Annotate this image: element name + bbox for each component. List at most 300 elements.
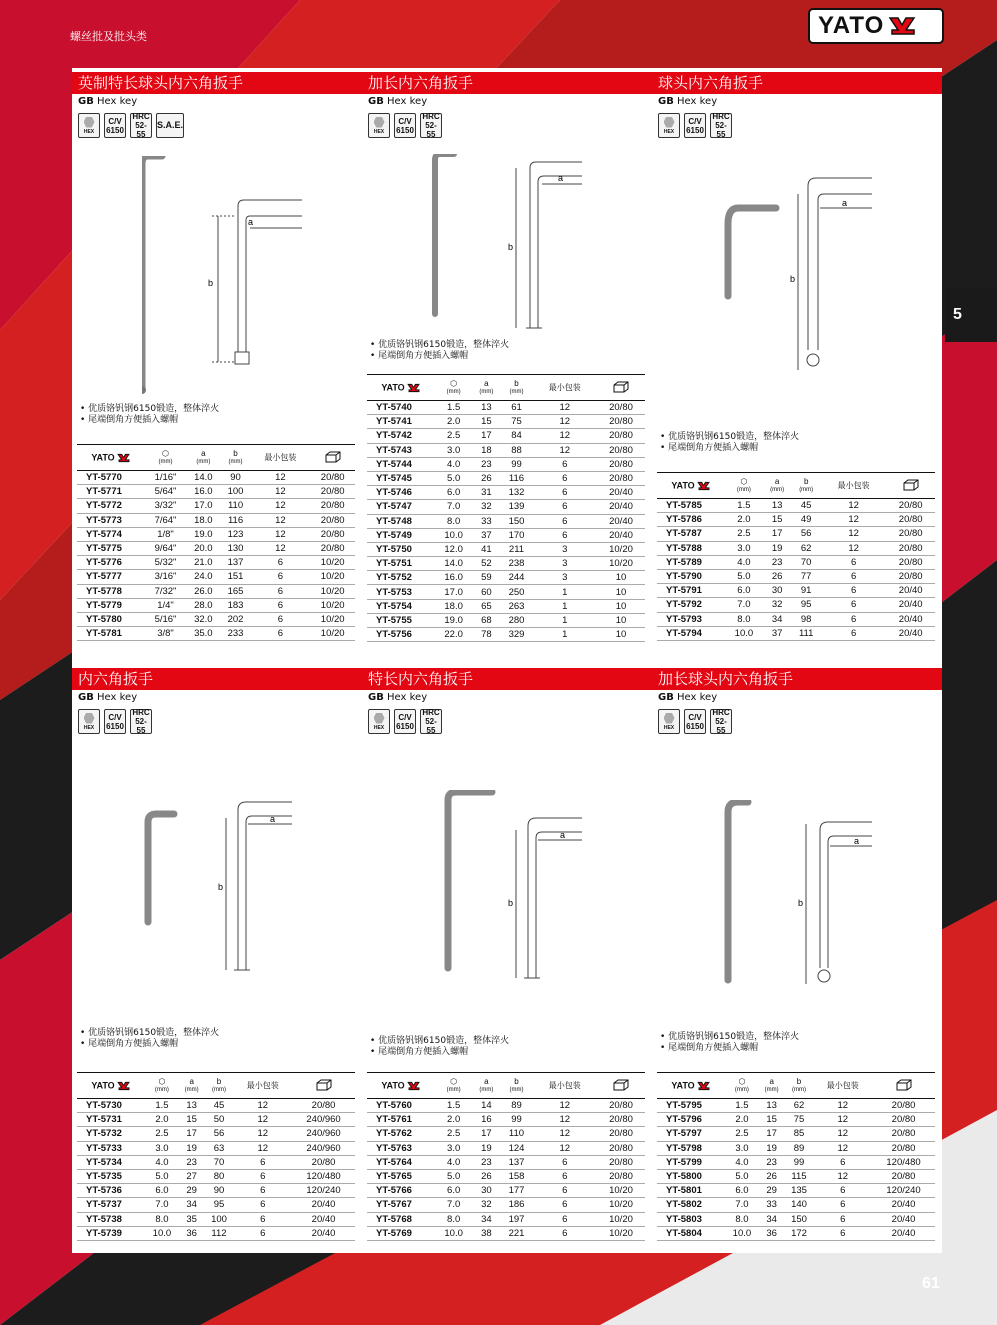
dim-a-header bbox=[179, 1073, 205, 1099]
header-unit: (mm) bbox=[509, 388, 524, 395]
table-row bbox=[367, 571, 645, 585]
min-pack: 6 bbox=[250, 584, 310, 598]
table-row bbox=[657, 1198, 935, 1212]
dim-b-label: b bbox=[218, 882, 224, 892]
dim-b: 110 bbox=[221, 499, 251, 513]
item-code: YT-5798 bbox=[657, 1141, 725, 1155]
box-pack: 20/80 bbox=[872, 1141, 935, 1155]
dim-a: 34 bbox=[179, 1198, 205, 1212]
table-row bbox=[367, 457, 645, 471]
dim-b: 329 bbox=[501, 628, 533, 642]
box-pack: 240/960 bbox=[292, 1127, 355, 1141]
min-pack: 1 bbox=[532, 613, 597, 627]
item-code: YT-5756 bbox=[367, 628, 435, 642]
box-pack: 10 bbox=[597, 571, 645, 585]
min-pack: 12 bbox=[532, 443, 597, 457]
panel-title: 英制特长球头内六角扳手 bbox=[72, 72, 362, 94]
dim-a-label: a bbox=[842, 198, 848, 208]
dim-a: 16.0 bbox=[186, 485, 221, 499]
dim-a: 19 bbox=[763, 541, 792, 555]
hex-size: 8.0 bbox=[145, 1212, 179, 1226]
hex-size: 6.0 bbox=[725, 584, 763, 598]
min-pack: 12 bbox=[532, 1127, 597, 1141]
min-pack: 6 bbox=[821, 584, 886, 598]
box-pack: 10 bbox=[597, 613, 645, 627]
page-number: 61 bbox=[922, 1275, 940, 1292]
item-code: YT-5755 bbox=[367, 613, 435, 627]
min-pack: 6 bbox=[532, 1198, 597, 1212]
table-row bbox=[367, 514, 645, 528]
table-row bbox=[657, 1113, 935, 1127]
box-icon bbox=[903, 479, 919, 491]
box-pack: 240/960 bbox=[292, 1113, 355, 1127]
dim-a: 52 bbox=[472, 557, 500, 571]
dim-a: 14 bbox=[472, 1099, 500, 1113]
panel-long-hex bbox=[362, 68, 652, 656]
brand-mark-icon bbox=[697, 1081, 711, 1091]
dim-a: 37 bbox=[763, 626, 792, 640]
dim-a: 33 bbox=[472, 514, 500, 528]
logo-mark-icon bbox=[888, 15, 918, 37]
table-row bbox=[367, 613, 645, 627]
brand-mark-icon bbox=[117, 1081, 131, 1091]
dim-b: 90 bbox=[204, 1184, 233, 1198]
dim-a: 18.0 bbox=[186, 513, 221, 527]
min-pack: 6 bbox=[234, 1155, 293, 1169]
cv-badge: C/V 6150 bbox=[394, 113, 416, 138]
dim-a: 19 bbox=[759, 1141, 785, 1155]
table-row bbox=[77, 556, 355, 570]
header-label: b bbox=[514, 378, 519, 388]
min-pack-header: 最小包装 bbox=[814, 1073, 873, 1099]
item-code: YT-5760 bbox=[367, 1099, 435, 1113]
dim-a: 15 bbox=[179, 1113, 205, 1127]
dim-b: 233 bbox=[221, 627, 251, 641]
hex-size: 9/64" bbox=[145, 541, 186, 555]
min-pack: 1 bbox=[532, 599, 597, 613]
table-row bbox=[77, 1127, 355, 1141]
hrc-badge: HRC 52-55 bbox=[710, 709, 732, 734]
brand-text: YATO bbox=[381, 1079, 405, 1090]
table-row bbox=[657, 541, 935, 555]
dim-a: 32 bbox=[472, 1198, 500, 1212]
spec-badges bbox=[658, 709, 942, 734]
box-pack: 20/40 bbox=[597, 486, 645, 500]
hrc-badge: HRC 52-55 bbox=[710, 113, 732, 138]
box-pack: 10/20 bbox=[597, 1226, 645, 1240]
item-code: YT-5778 bbox=[77, 584, 145, 598]
dim-b: 62 bbox=[784, 1099, 813, 1113]
item-code: YT-5792 bbox=[657, 598, 725, 612]
dim-a: 65 bbox=[472, 599, 500, 613]
hex-size: 2.5 bbox=[725, 527, 763, 541]
box-pack: 20/80 bbox=[597, 1127, 645, 1141]
hrc-badge: HRC 52-55 bbox=[420, 113, 442, 138]
item-code: YT-5770 bbox=[77, 471, 145, 485]
min-pack: 6 bbox=[234, 1184, 293, 1198]
header-unit: (mm) bbox=[764, 1086, 779, 1093]
dim-a: 13 bbox=[179, 1099, 205, 1113]
box-pack: 20/80 bbox=[597, 1141, 645, 1155]
hex-icon bbox=[374, 117, 385, 128]
header-unit: (mm) bbox=[446, 1086, 461, 1093]
dim-b: 75 bbox=[784, 1113, 813, 1127]
hex-size: 12.0 bbox=[435, 542, 472, 556]
min-pack: 12 bbox=[234, 1141, 293, 1155]
min-pack: 6 bbox=[821, 612, 886, 626]
hex-size: 5/32" bbox=[145, 556, 186, 570]
box-pack: 10/20 bbox=[310, 556, 355, 570]
min-pack: 6 bbox=[532, 1212, 597, 1226]
panel-subtitle: GB Hex key bbox=[78, 692, 138, 703]
table-row bbox=[367, 1155, 645, 1169]
dim-a: 29 bbox=[759, 1184, 785, 1198]
dim-b: 77 bbox=[791, 569, 821, 583]
hex-size: 10.0 bbox=[725, 626, 763, 640]
dim-b-header bbox=[784, 1073, 813, 1099]
header-label: b bbox=[233, 448, 238, 458]
box-pack-header bbox=[310, 445, 355, 471]
min-pack: 6 bbox=[814, 1155, 873, 1169]
dim-b-header bbox=[221, 445, 251, 471]
box-pack: 10/20 bbox=[310, 612, 355, 626]
dim-a: 29 bbox=[179, 1184, 205, 1198]
hex-size: 2.0 bbox=[435, 415, 472, 429]
hex-size: 10.0 bbox=[435, 1226, 472, 1240]
item-code: YT-5752 bbox=[367, 571, 435, 585]
hex-size: 3.0 bbox=[435, 443, 472, 457]
min-pack: 12 bbox=[532, 1113, 597, 1127]
item-code: YT-5803 bbox=[657, 1212, 725, 1226]
dim-a-header bbox=[186, 445, 221, 471]
dim-b: 116 bbox=[221, 513, 251, 527]
table-header-row bbox=[77, 445, 355, 471]
dim-b: 85 bbox=[784, 1127, 813, 1141]
hex-badge: HEX bbox=[368, 709, 390, 734]
item-code: YT-5773 bbox=[77, 513, 145, 527]
feature-list bbox=[80, 1028, 219, 1050]
dim-b-label: b bbox=[208, 278, 214, 288]
header-unit: (mm) bbox=[228, 458, 243, 465]
item-code: YT-5753 bbox=[367, 585, 435, 599]
spec-badges bbox=[368, 709, 652, 734]
table-row bbox=[77, 1099, 355, 1113]
table-row bbox=[657, 527, 935, 541]
dim-b: 186 bbox=[501, 1198, 533, 1212]
dim-a: 78 bbox=[472, 628, 500, 642]
box-pack: 10/20 bbox=[597, 557, 645, 571]
min-pack: 6 bbox=[250, 612, 310, 626]
box-pack: 120/240 bbox=[872, 1184, 935, 1198]
header-unit: (mm) bbox=[736, 486, 751, 493]
cv-badge: C/V 6150 bbox=[104, 113, 126, 138]
header-label: a bbox=[201, 448, 206, 458]
min-pack: 12 bbox=[250, 513, 310, 527]
yato-logo bbox=[808, 8, 944, 44]
item-code: YT-5790 bbox=[657, 569, 725, 583]
box-pack: 20/80 bbox=[597, 471, 645, 485]
dim-a: 23 bbox=[472, 457, 500, 471]
header-unit: (mm) bbox=[770, 486, 785, 493]
panel-ball-hex bbox=[652, 68, 942, 656]
table-row bbox=[77, 627, 355, 641]
table-row bbox=[367, 542, 645, 556]
dim-b: 137 bbox=[221, 556, 251, 570]
dim-b: 139 bbox=[501, 500, 533, 514]
chapter-tab[interactable]: 5 bbox=[945, 288, 997, 342]
hex-size: 1/4" bbox=[145, 598, 186, 612]
dim-b: 100 bbox=[221, 485, 251, 499]
dim-b: 137 bbox=[501, 1155, 533, 1169]
hex-size: 14.0 bbox=[435, 557, 472, 571]
dim-a: 17 bbox=[759, 1127, 785, 1141]
panel-subtitle: GB Hex key bbox=[78, 96, 138, 107]
dim-a: 68 bbox=[472, 613, 500, 627]
header-unit: (mm) bbox=[212, 1086, 226, 1093]
dim-b: 98 bbox=[791, 612, 821, 626]
dim-b: 88 bbox=[501, 443, 533, 457]
brand-header bbox=[77, 445, 145, 471]
table-header-row bbox=[367, 1073, 645, 1099]
min-pack: 12 bbox=[821, 527, 886, 541]
dim-b: 263 bbox=[501, 599, 533, 613]
dim-b: 112 bbox=[204, 1226, 233, 1240]
brand-text: YATO bbox=[91, 1079, 115, 1090]
item-code: YT-5777 bbox=[77, 570, 145, 584]
min-pack: 12 bbox=[532, 415, 597, 429]
dim-b: 95 bbox=[204, 1198, 233, 1212]
dim-b: 56 bbox=[204, 1127, 233, 1141]
dim-a-label: a bbox=[560, 830, 566, 840]
header-label: a bbox=[774, 476, 780, 486]
box-pack: 20/40 bbox=[597, 514, 645, 528]
feature-list bbox=[370, 1036, 509, 1058]
hex-size: 5.0 bbox=[435, 1169, 472, 1183]
table-row bbox=[77, 541, 355, 555]
min-pack: 12 bbox=[250, 541, 310, 555]
item-code: YT-5786 bbox=[657, 513, 725, 527]
dim-b: 61 bbox=[501, 401, 533, 415]
min-pack: 3 bbox=[532, 557, 597, 571]
box-icon bbox=[325, 451, 341, 463]
min-pack: 12 bbox=[814, 1169, 873, 1183]
hex-size: 2.5 bbox=[435, 1127, 472, 1141]
box-pack: 120/240 bbox=[292, 1184, 355, 1198]
min-pack: 6 bbox=[532, 486, 597, 500]
box-pack: 120/480 bbox=[292, 1169, 355, 1183]
hex-size: 3.0 bbox=[435, 1141, 472, 1155]
spec-badges bbox=[658, 113, 942, 138]
min-pack: 6 bbox=[532, 1169, 597, 1183]
item-code: YT-5762 bbox=[367, 1127, 435, 1141]
hex-size: 4.0 bbox=[725, 555, 763, 569]
hex-key-illustration bbox=[142, 156, 302, 396]
box-pack: 20/80 bbox=[597, 415, 645, 429]
dim-b: 110 bbox=[501, 1127, 533, 1141]
dim-a: 38 bbox=[472, 1226, 500, 1240]
hex-size: 17.0 bbox=[435, 585, 472, 599]
box-pack: 20/80 bbox=[292, 1099, 355, 1113]
dim-a: 17 bbox=[472, 429, 500, 443]
hex-badge: HEX bbox=[658, 113, 680, 138]
box-pack: 20/80 bbox=[597, 457, 645, 471]
box-icon bbox=[613, 1079, 629, 1091]
spec-badges bbox=[78, 709, 362, 734]
spec-table bbox=[77, 444, 355, 641]
dim-b: 63 bbox=[204, 1141, 233, 1155]
item-code: YT-5739 bbox=[77, 1226, 145, 1240]
cv-badge: C/V 6150 bbox=[684, 709, 706, 734]
hex-size: 8.0 bbox=[435, 514, 472, 528]
dim-b: 132 bbox=[501, 486, 533, 500]
table-row bbox=[77, 499, 355, 513]
dim-b: 170 bbox=[501, 528, 533, 542]
dim-a: 17 bbox=[472, 1127, 500, 1141]
min-pack: 12 bbox=[532, 1099, 597, 1113]
item-code: YT-5736 bbox=[77, 1184, 145, 1198]
item-code: YT-5737 bbox=[77, 1198, 145, 1212]
min-pack: 12 bbox=[234, 1113, 293, 1127]
min-pack: 6 bbox=[250, 598, 310, 612]
hex-size: 5.0 bbox=[725, 569, 763, 583]
box-icon bbox=[613, 381, 629, 393]
feature-item: • 尾端倒角方便插入螺帽 bbox=[660, 1043, 759, 1053]
feature-item: • 优质铬钒钢6150锻造，整体淬火 bbox=[660, 1032, 800, 1042]
hex-icon bbox=[374, 713, 385, 724]
table-row bbox=[367, 1099, 645, 1113]
table-row bbox=[657, 1212, 935, 1226]
table-row bbox=[367, 599, 645, 613]
table-row bbox=[367, 401, 645, 415]
dim-b: 158 bbox=[501, 1169, 533, 1183]
table-row bbox=[367, 1198, 645, 1212]
dim-b: 100 bbox=[204, 1212, 233, 1226]
dim-b: 177 bbox=[501, 1184, 533, 1198]
min-pack: 6 bbox=[821, 626, 886, 640]
dim-b: 90 bbox=[221, 471, 251, 485]
min-pack-header: 最小包装 bbox=[532, 375, 597, 401]
hex-size: 5.0 bbox=[435, 471, 472, 485]
panel-subtitle: GB Hex key bbox=[658, 96, 718, 107]
hex-size: 3.0 bbox=[725, 541, 763, 555]
dim-a: 34 bbox=[763, 612, 792, 626]
dim-a: 15 bbox=[763, 513, 792, 527]
dim-a: 34 bbox=[759, 1212, 785, 1226]
header-label: b bbox=[796, 1076, 802, 1086]
hex-size: 4.0 bbox=[725, 1155, 759, 1169]
item-code: YT-5789 bbox=[657, 555, 725, 569]
box-pack: 10/20 bbox=[597, 542, 645, 556]
item-code: YT-5795 bbox=[657, 1099, 725, 1113]
header-label: b bbox=[216, 1076, 222, 1086]
cv-badge: C/V 6150 bbox=[394, 709, 416, 734]
item-code: YT-5745 bbox=[367, 471, 435, 485]
dim-a: 59 bbox=[472, 571, 500, 585]
table-row bbox=[657, 1141, 935, 1155]
feature-item: • 尾端倒角方便插入螺帽 bbox=[370, 351, 469, 361]
item-code: YT-5735 bbox=[77, 1169, 145, 1183]
box-pack: 20/40 bbox=[872, 1198, 935, 1212]
min-pack: 6 bbox=[532, 471, 597, 485]
header-label: ⬡ bbox=[738, 1076, 746, 1086]
dim-b-label: b bbox=[508, 898, 514, 908]
hex-size: 6.0 bbox=[435, 486, 472, 500]
dim-b: 238 bbox=[501, 557, 533, 571]
min-pack: 12 bbox=[821, 499, 886, 513]
min-pack: 6 bbox=[250, 556, 310, 570]
panel-extra-long-hex bbox=[362, 664, 652, 1252]
hex-size: 18.0 bbox=[435, 599, 472, 613]
box-pack: 20/80 bbox=[597, 1169, 645, 1183]
brand-mark-icon bbox=[697, 481, 711, 491]
header-label: b bbox=[514, 1076, 519, 1086]
min-pack: 6 bbox=[234, 1198, 293, 1212]
spec-table bbox=[77, 1072, 355, 1241]
dim-a: 28.0 bbox=[186, 598, 221, 612]
box-pack: 20/80 bbox=[292, 1155, 355, 1169]
min-pack-header: 最小包装 bbox=[250, 445, 310, 471]
box-pack: 20/80 bbox=[597, 429, 645, 443]
box-pack: 10/20 bbox=[597, 1184, 645, 1198]
feature-list bbox=[370, 340, 509, 362]
dim-b: 99 bbox=[501, 1113, 533, 1127]
feature-item: • 尾端倒角方便插入螺帽 bbox=[370, 1047, 469, 1057]
table-row bbox=[367, 471, 645, 485]
hex-size: 8.0 bbox=[435, 1212, 472, 1226]
box-pack: 20/40 bbox=[872, 1226, 935, 1240]
dim-b: 62 bbox=[791, 541, 821, 555]
dim-b: 99 bbox=[784, 1155, 813, 1169]
item-code: YT-5785 bbox=[657, 499, 725, 513]
item-code: YT-5799 bbox=[657, 1155, 725, 1169]
dim-a: 23 bbox=[759, 1155, 785, 1169]
item-code: YT-5774 bbox=[77, 527, 145, 541]
hex-size: 2.0 bbox=[725, 1113, 759, 1127]
hex-size: 10.0 bbox=[435, 528, 472, 542]
item-code: YT-5771 bbox=[77, 485, 145, 499]
table-row bbox=[77, 1141, 355, 1155]
hex-size: 2.0 bbox=[145, 1113, 179, 1127]
feature-list bbox=[660, 1032, 799, 1054]
box-pack: 10/20 bbox=[310, 627, 355, 641]
min-pack: 3 bbox=[532, 571, 597, 585]
box-pack: 20/40 bbox=[597, 528, 645, 542]
dim-a: 35.0 bbox=[186, 627, 221, 641]
box-pack: 20/40 bbox=[886, 584, 935, 598]
dim-b: 45 bbox=[791, 499, 821, 513]
box-pack-header bbox=[886, 473, 935, 499]
hex-size: 7.0 bbox=[725, 1198, 759, 1212]
dim-a: 26.0 bbox=[186, 584, 221, 598]
sae-badge: S.A.E. bbox=[156, 113, 184, 138]
box-pack: 20/80 bbox=[886, 569, 935, 583]
dim-b: 111 bbox=[791, 626, 821, 640]
panel-subtitle: GB Hex key bbox=[368, 96, 428, 107]
item-code: YT-5740 bbox=[367, 401, 435, 415]
dim-b: 115 bbox=[784, 1169, 813, 1183]
dim-a: 15 bbox=[472, 415, 500, 429]
table-row bbox=[367, 528, 645, 542]
table-row bbox=[657, 555, 935, 569]
table-row bbox=[367, 415, 645, 429]
hex-size: 2.0 bbox=[725, 513, 763, 527]
hex-size: 2.5 bbox=[435, 429, 472, 443]
dim-a: 23 bbox=[179, 1155, 205, 1169]
min-pack: 12 bbox=[814, 1113, 873, 1127]
header-label: a bbox=[484, 378, 489, 388]
item-code: YT-5769 bbox=[367, 1226, 435, 1240]
header-unit: (mm) bbox=[799, 486, 814, 493]
